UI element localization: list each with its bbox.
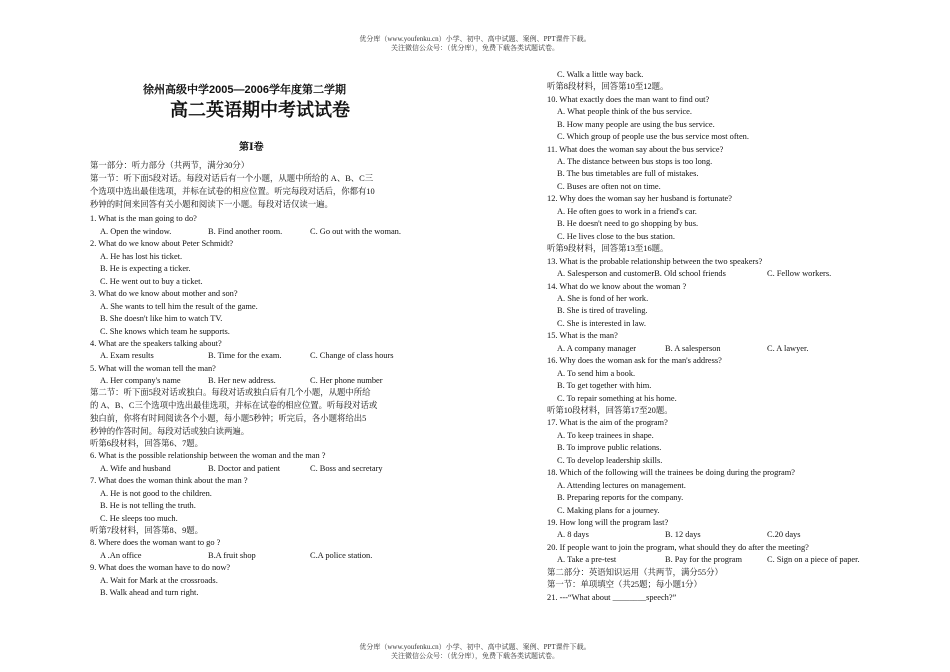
banner-line-2: 关注微信公众号：（优分库），免费下载各类试题试卷。: [391, 652, 559, 660]
option: A. She wants to tell him the result of the game.: [100, 302, 258, 311]
question-18: 18. Which of the following will the trainees be doing during the program?: [547, 468, 796, 477]
instruction-line: 第二节：听下面5段对话或独白。每段对话或独白后有几个小题，从题中所给: [90, 388, 371, 397]
question-13: 13. What is the probable relationship between the two speakers?: [547, 257, 763, 266]
option: C. Sign on a piece of paper.: [767, 555, 860, 564]
question-17: 17. What is the aim of the program?: [547, 418, 668, 427]
bottom-banner: [0, 643, 950, 661]
option: A. Take a pre-test: [557, 555, 617, 564]
options-row: [547, 343, 808, 354]
option: C. She knows which team he supports.: [100, 327, 230, 336]
option: B. Pay for the program: [665, 555, 742, 564]
question-21: 21. ---“What about ________speech?”: [547, 593, 677, 602]
question-2: 2. What do we know about Peter Schmidt?: [90, 239, 234, 248]
option: B. Preparing reports for the company.: [557, 493, 684, 502]
option: C. To repair something at his home.: [557, 394, 677, 403]
material-note: 听第9段材料，回答第13至16题。: [547, 244, 669, 253]
option: A. The distance between bus stops is too long.: [557, 157, 713, 166]
option: C. Which group of people use the bus service most often.: [557, 132, 749, 141]
option: C. He sleeps too much.: [100, 514, 178, 523]
section-heading: 第Ⅰ卷: [239, 142, 264, 153]
option: A. To send him a book.: [557, 369, 636, 378]
question-15: 15. What is the man?: [547, 331, 618, 340]
options-row: [90, 350, 394, 361]
exam-title: 高二英语期中考试试卷: [170, 100, 350, 120]
option: A. 8 days: [557, 530, 589, 539]
options-row: [547, 529, 801, 540]
question-20: 20. If people want to join the program, what should they do after the meeting?: [547, 543, 809, 552]
option: B. How many people are using the bus service.: [557, 120, 715, 129]
option: A. Attending lectures on management.: [557, 481, 686, 490]
option: B. Find another room.: [208, 227, 283, 236]
option: A. He is not good to the children.: [100, 489, 212, 498]
option: A. Wife and husband: [100, 464, 171, 473]
part2-heading: 第二部分：英语知识运用（共两节，满分55分）: [547, 568, 723, 577]
option: B. Doctor and patient: [208, 464, 281, 473]
instruction-line: 第一节：听下面5段对话。每段对话后有一个小题，从题中所给的 A、B、C三: [90, 174, 374, 183]
option: B. Time for the exam.: [208, 351, 282, 360]
option: A. To keep trainees in shape.: [557, 431, 654, 440]
options-row: [90, 550, 372, 561]
question-5: 5. What will the woman tell the man?: [90, 364, 216, 373]
option: C. Making plans for a journey.: [557, 506, 660, 515]
option: B. He doesn't need to go shopping by bus.: [557, 219, 699, 228]
option: B. He is not telling the truth.: [100, 501, 196, 510]
option: C. Buses are often not on time.: [557, 182, 661, 191]
material-note: 听第8段材料，回答第10至12题。: [547, 82, 669, 91]
question-16: 16. Why does the woman ask for the man's address?: [547, 356, 722, 365]
option: A. Wait for Mark at the crossroads.: [100, 576, 218, 585]
options-row: [90, 375, 383, 386]
part1-heading: 第一部分：听力部分（共两节，满分30分）: [90, 161, 250, 170]
option: C. He went out to buy a ticket.: [100, 277, 203, 286]
option: A. A company manager: [557, 344, 637, 353]
option: B. 12 days: [665, 530, 701, 539]
section-heading: 第一节：单项填空（共25题；每小题1分）: [547, 580, 702, 589]
option: A. He often goes to work in a friend's car.: [557, 207, 697, 216]
option: A. Salesperson and customerB. Old school friends: [557, 269, 726, 278]
option: B. To get together with him.: [557, 381, 652, 390]
option: B. She doesn't like him to watch TV.: [100, 314, 223, 323]
option: A. What people think of the bus service.: [557, 107, 692, 116]
question-3: 3. What do we know about mother and son?: [90, 289, 238, 298]
top-banner: [0, 35, 950, 53]
option: B. A salesperson: [665, 344, 721, 353]
options-row: [547, 554, 860, 565]
options-row: [90, 463, 383, 474]
option: C. She is interested in law.: [557, 319, 647, 328]
question-4: 4. What are the speakers talking about?: [90, 339, 222, 348]
question-14: 14. What do we know about the woman ?: [547, 282, 687, 291]
option: C. Her phone number: [310, 376, 383, 385]
option: B. The bus timetables are full of mistakes.: [557, 169, 699, 178]
option: A .An office: [100, 551, 142, 560]
instruction-line: 秒钟的作答时间。每段对话或独白读两遍。: [90, 427, 250, 436]
question-10: 10. What exactly does the man want to find out?: [547, 95, 710, 104]
option: C. Change of class hours: [310, 351, 394, 360]
option: B. He is expecting a ticker.: [100, 264, 191, 273]
exam-subtitle: 徐州高级中学2005—2006学年度第二学期: [143, 84, 346, 96]
option: C. A lawyer.: [767, 344, 809, 353]
banner-line-2: 关注微信公众号：（优分库），免费下载各类试题试卷。: [391, 44, 559, 52]
option: C. To develop leadership skills.: [557, 456, 663, 465]
option: A. Her company's name: [100, 376, 181, 385]
option: A. Exam results: [100, 351, 154, 360]
question-19: 19. How long will the program last?: [547, 518, 669, 527]
instruction-line: 的 A、B、C三个选项中选出最佳选项，并标在试卷的相应位置。听每段对话或: [90, 401, 378, 410]
question-11: 11. What does the woman say about the bus service?: [547, 145, 724, 154]
option: C. Go out with the woman.: [310, 227, 401, 236]
option: B. To improve public relations.: [557, 443, 662, 452]
option: C.20 days: [767, 530, 801, 539]
banner-line-1: 优分库（www.youfenku.cn）小学、初中、高中试题、案例、PPT课件下载。: [359, 35, 591, 43]
option: B. Her new address.: [208, 376, 276, 385]
question-1: 1. What is the man going to do?: [90, 214, 197, 223]
banner-line-1: 优分库（www.youfenku.cn）小学、初中、高中试题、案例、PPT课件下载。: [359, 643, 591, 651]
question-8: 8. Where does the woman want to go ?: [90, 538, 221, 547]
option: A. Open the window.: [100, 227, 172, 236]
material-note: 听第6段材料，回答第6、7题。: [90, 439, 204, 448]
option: C. Boss and secretary: [310, 464, 383, 473]
option: A. She is fond of her work.: [557, 294, 649, 303]
option: A. He has lost his ticket.: [100, 252, 183, 261]
instruction-line: 独白前，你将有时间阅读各个小题，每小题5秒钟；听完后，各小题将给出5: [90, 414, 367, 423]
option: C. Fellow workers.: [767, 269, 832, 278]
instruction-line: 个选项中选出最佳选项，并标在试卷的相应位置。听完每段对话后，你都有10: [90, 187, 375, 196]
material-note: 听第7段材料，回答第8、9题。: [90, 526, 204, 535]
option: B.A fruit shop: [208, 551, 256, 560]
option: C. He lives close to the bus station.: [557, 232, 675, 241]
question-7: 7. What does the woman think about the man ?: [90, 476, 248, 485]
options-row: [90, 226, 401, 237]
question-9: 9. What does the woman have to do now?: [90, 563, 231, 572]
option: C.A police station.: [310, 551, 373, 560]
option: C. Walk a little way back.: [557, 70, 644, 79]
option: B. Walk ahead and turn right.: [100, 588, 199, 597]
options-row: [547, 268, 831, 279]
instruction-line: 秒钟的时间来回答有关小题和阅读下一小题。每段对话仅读一遍。: [90, 200, 333, 209]
question-6: 6. What is the possible relationship between the woman and the man ?: [90, 451, 326, 460]
question-12: 12. Why does the woman say her husband is fortunate?: [547, 194, 732, 203]
option: B. She is tired of traveling.: [557, 306, 648, 315]
material-note: 听第10段材料，回答第17至20题。: [547, 406, 673, 415]
